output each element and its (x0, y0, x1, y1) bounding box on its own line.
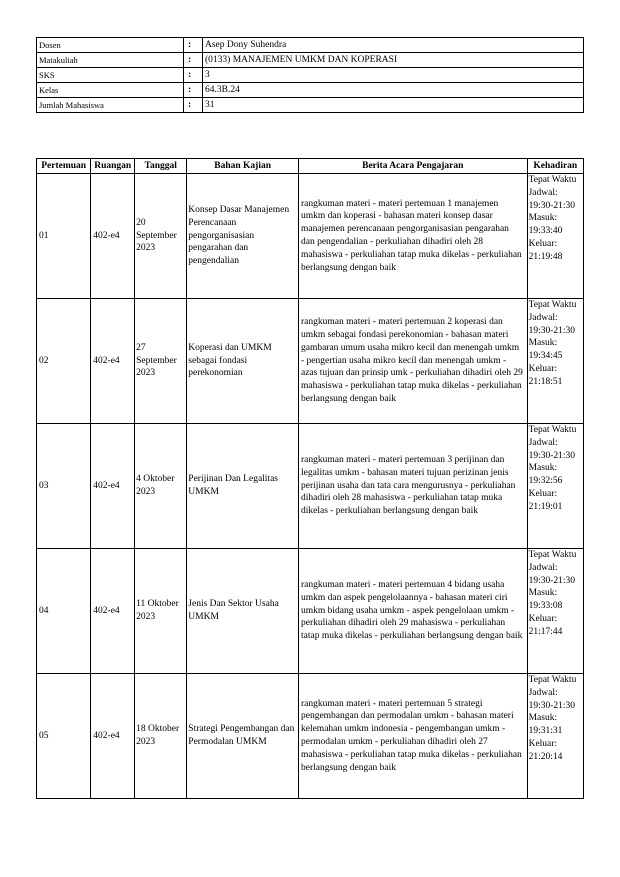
cell-berita-acara: rangkuman materi - materi pertemuan 1 manajemen umkm dan koperasi - bahasan materi konsep dasar manajemen perencanaan pengorganisasian pengarahan dan pengendalian - perkuliahan dihadiri oleh 28 mahasiswa - perkuliahan tatap muka dikelas - perkuliahan berlangsung dengan baik (298, 174, 527, 299)
header-berita-acara: Berita Acara Pengajaran (298, 159, 527, 174)
info-value: (0133) MANAJEMEN UMKM DAN KOPERASI (203, 53, 584, 68)
cell-pertemuan: 05 (37, 674, 91, 799)
cell-berita-acara: rangkuman materi - materi pertemuan 2 koperasi dan umkm sebagai fondasi perekonomian - bahasan materi gambaran umum usaha mikro kecil dan menengah umkm - pengertian usaha mikro kecil dan menengah umkm - azas tujuan dan prinsip umk - perkuliahan dihadiri oleh 29 mahasiswa - perkuliahan tatap muka dikelas - perkuliahan berlangsung dengan baik (298, 299, 527, 424)
info-separator: : (184, 53, 203, 68)
header-kehadiran: Kehadiran (527, 159, 583, 174)
cell-ruangan: 402-e4 (91, 549, 135, 674)
cell-pertemuan: 04 (37, 549, 91, 674)
cell-bahan-kajian: Jenis Dan Sektor Usaha UMKM (187, 549, 299, 674)
info-label: Dosen (37, 38, 184, 53)
info-separator: : (184, 83, 203, 98)
info-row (37, 83, 584, 98)
cell-bahan-kajian: Konsep Dasar Manajemen Perencanaan pengorganisasian pengarahan dan pengendalian (187, 174, 299, 299)
info-row (37, 68, 584, 83)
cell-tanggal: 4 Oktober 2023 (135, 424, 187, 549)
info-row (37, 53, 584, 68)
info-label: Matakuliah (37, 53, 184, 68)
cell-berita-acara: rangkuman materi - materi pertemuan 3 perijinan dan legalitas umkm - bahasan materi tujuan perizinan jenis perijinan usaha dan tata cara mengurusnya - perkuliahan dihadiri oleh 28 mahasiswa - perkuliahan tatap muka dikelas - perkuliahan berlangsung dengan baik (298, 424, 527, 549)
info-separator: : (184, 98, 203, 113)
cell-bahan-kajian: Strategi Pengembangan dan Permodalan UMKM (187, 674, 299, 799)
info-value: 64.3B.24 (203, 83, 584, 98)
cell-pertemuan: 02 (37, 299, 91, 424)
cell-kehadiran: Tepat Waktu Jadwal: 19:30-21:30 Masuk: 19:34:45 Keluar: 21:18:51 (527, 299, 583, 424)
cell-tanggal: 27 September 2023 (135, 299, 187, 424)
schedule-header-row (37, 159, 584, 174)
info-label: Kelas (37, 83, 184, 98)
info-row (37, 98, 584, 113)
cell-bahan-kajian: Perijinan Dan Legalitas UMKM (187, 424, 299, 549)
table-row (37, 549, 584, 674)
cell-ruangan: 402-e4 (91, 299, 135, 424)
table-row (37, 174, 584, 299)
cell-tanggal: 20 September 2023 (135, 174, 187, 299)
cell-tanggal: 11 Oktober 2023 (135, 549, 187, 674)
cell-berita-acara: rangkuman materi - materi pertemuan 4 bidang usaha umkm dan aspek pengelolaannya - bahasan materi ciri umkm bidang usaha umkm - aspek pengelolaan umkm - perkuliahan dihadiri oleh 29 mahasiswa - perkuliahan tatap muka dikelas - perkuliahan berlangsung dengan baik (298, 549, 527, 674)
table-row (37, 299, 584, 424)
info-row (37, 38, 584, 53)
cell-kehadiran: Tepat Waktu Jadwal: 19:30-21:30 Masuk: 19:33:08 Keluar: 21:17:44 (527, 549, 583, 674)
header-bahan-kajian: Bahan Kajian (187, 159, 299, 174)
info-label: SKS (37, 68, 184, 83)
cell-berita-acara: rangkuman materi - materi pertemuan 5 strategi pengembangan dan permodalan umkm - bahasan materi kelemahan umkm indonesia - pengembangan umkm - permodalan umkm - perkuliahan dihadiri oleh 27 mahasiswa - perkuliahan tatap muka dikelas - perkuliahan berlangsung dengan baik (298, 674, 527, 799)
cell-kehadiran: Tepat Waktu Jadwal: 19:30-21:30 Masuk: 19:33:40 Keluar: 21:19:48 (527, 174, 583, 299)
info-label: Jumlah Mahasiswa (37, 98, 184, 113)
cell-ruangan: 402-e4 (91, 674, 135, 799)
cell-bahan-kajian: Koperasi dan UMKM sebagai fondasi perekonomian (187, 299, 299, 424)
cell-kehadiran: Tepat Waktu Jadwal: 19:30-21:30 Masuk: 19:31:31 Keluar: 21:20:14 (527, 674, 583, 799)
cell-tanggal: 18 Oktober 2023 (135, 674, 187, 799)
header-pertemuan: Pertemuan (37, 159, 91, 174)
header-tanggal: Tanggal (135, 159, 187, 174)
cell-pertemuan: 03 (37, 424, 91, 549)
course-info-table (36, 37, 584, 113)
cell-kehadiran: Tepat Waktu Jadwal: 19:30-21:30 Masuk: 19:32:56 Keluar: 21:19:01 (527, 424, 583, 549)
table-row (37, 674, 584, 799)
header-ruangan: Ruangan (91, 159, 135, 174)
info-separator: : (184, 38, 203, 53)
info-value: Asep Dony Suhendra (203, 38, 584, 53)
schedule-table (36, 158, 584, 799)
info-separator: : (184, 68, 203, 83)
info-value: 3 (203, 68, 584, 83)
table-row (37, 424, 584, 549)
info-value: 31 (203, 98, 584, 113)
cell-pertemuan: 01 (37, 174, 91, 299)
cell-ruangan: 402-e4 (91, 424, 135, 549)
cell-ruangan: 402-e4 (91, 174, 135, 299)
